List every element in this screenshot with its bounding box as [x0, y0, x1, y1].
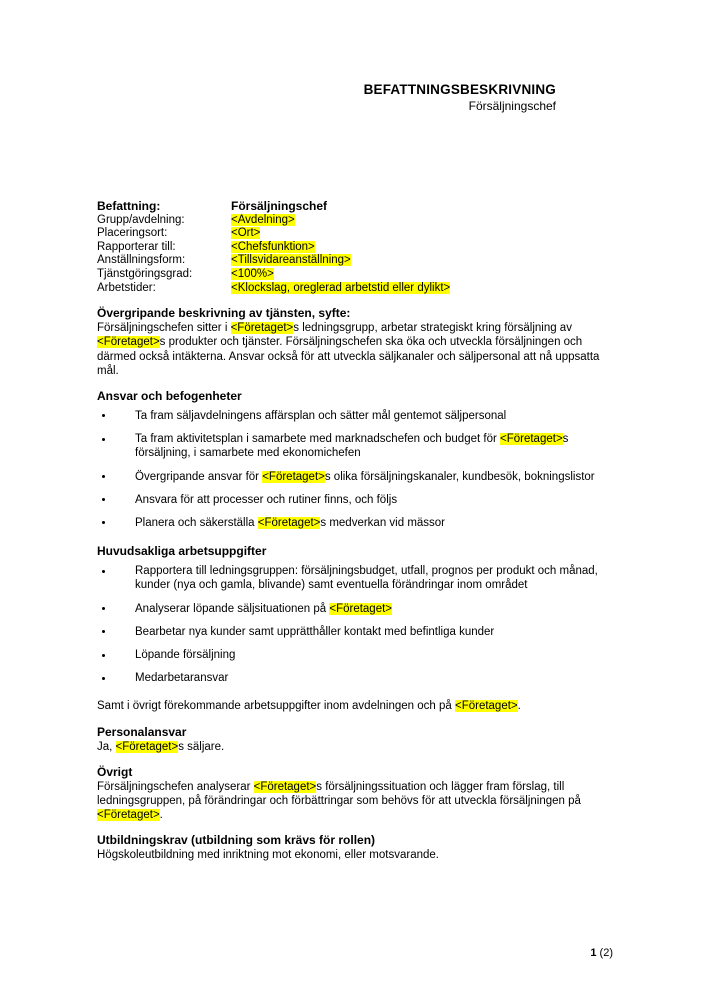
section-heading-overview: Övergripande beskrivning av tjänsten, syfte:	[97, 306, 351, 321]
table-row	[97, 227, 450, 241]
info-value	[231, 227, 450, 241]
text-run: Bearbetar nya kunder samt upprätthåller kontakt med befintliga kunder	[135, 625, 495, 638]
list-item	[97, 602, 613, 616]
table-row	[97, 268, 450, 282]
text-run: Ansvara för att processer och rutiner finns, och följs	[135, 493, 398, 506]
highlighted-placeholder: <Företaget>	[230, 322, 294, 335]
bullet-icon	[102, 607, 105, 610]
info-label: Befattning:	[97, 199, 161, 213]
highlighted-placeholder: <Företaget>	[262, 470, 325, 483]
spacer	[97, 295, 613, 306]
section-heading-personnel: Personalansvar	[97, 724, 187, 739]
page-footer	[97, 947, 613, 960]
bullet-icon	[102, 630, 105, 633]
info-value	[231, 254, 450, 268]
highlighted-value: <Avdelning>	[231, 213, 295, 226]
bullet-icon	[102, 654, 105, 657]
text-run: .	[517, 700, 521, 713]
bullet-icon	[102, 677, 105, 680]
section-heading-education: Utbildningskrav (utbildning som krävs för rollen)	[97, 833, 376, 848]
text-run: Planera och säkerställa	[135, 516, 258, 529]
info-label: Grupp/avdelning:	[97, 213, 185, 226]
text-run: .	[159, 809, 163, 822]
text-run: Ja,	[97, 740, 116, 753]
bullet-icon	[102, 498, 105, 501]
text-run: Övergripande ansvar för	[135, 470, 263, 483]
page-subtitle: Försäljningschef	[468, 99, 556, 113]
position-info-table	[97, 200, 450, 295]
section-paragraph-overview	[97, 321, 613, 378]
section-heading-responsibility: Ansvar och befogenheter	[97, 388, 242, 403]
text-run: Löpande försäljning	[135, 649, 236, 661]
highlighted-placeholder: <Företaget>	[454, 700, 518, 713]
table-row	[97, 214, 450, 228]
spacer	[97, 685, 613, 699]
list-item	[97, 493, 613, 507]
text-run: Försäljningschefen analyserar	[97, 780, 254, 793]
document-header	[97, 82, 556, 114]
spacer	[97, 714, 613, 725]
section-paragraph-education: Högskoleutbildning med inriktning mot ekonomi, eller motsvarande.	[97, 849, 439, 862]
highlighted-value: <Chefsfunktion>	[231, 240, 315, 253]
page-title: BEFATTNINGSBESKRIVNING	[363, 82, 556, 97]
list-item	[97, 671, 613, 685]
text-run: s olika försäljningskanaler, kundbesök, bokningslistor	[324, 470, 595, 483]
highlighted-placeholder: <Företaget>	[97, 809, 160, 822]
section-heading-main-tasks: Huvudsakliga arbetsuppgifter	[97, 544, 267, 559]
text-run: s säljare.	[178, 740, 225, 753]
info-label: Placeringsort:	[97, 227, 168, 240]
info-label: Tjänstgöringsgrad:	[97, 267, 193, 280]
table-row	[97, 200, 450, 214]
info-label: Rapporterar till:	[97, 240, 176, 253]
list-item	[97, 409, 613, 423]
table-row	[97, 241, 450, 255]
list-item	[97, 516, 613, 530]
list-item	[97, 564, 613, 592]
highlighted-value: <Ort>	[231, 227, 261, 240]
highlighted-placeholder: <Företaget>	[97, 336, 160, 349]
highlighted-value: <100%>	[231, 267, 274, 280]
highlighted-placeholder: <Företaget>	[115, 740, 179, 753]
list-item	[97, 625, 613, 639]
text-run: s försäljningssituation och lägger fram förslag, till ledningsgruppen, på förändringar och förbättringar som behövs för att utveckla försäljningen på	[97, 780, 581, 808]
bullet-icon	[102, 475, 105, 478]
spacer	[97, 754, 613, 765]
section-paragraph-personnel	[97, 740, 613, 754]
highlighted-placeholder: <Företaget>	[253, 780, 317, 793]
info-value	[231, 268, 450, 282]
text-run: s medverkan vid mässor	[320, 516, 446, 529]
info-label: Arbetstider:	[97, 281, 156, 294]
text-run: Försäljningschefen sitter i	[97, 322, 231, 335]
list-item	[97, 432, 613, 460]
text-run: Ta fram säljavdelningens affärsplan och sätter mål gentemot säljpersonal	[135, 409, 507, 422]
list-item	[97, 470, 613, 484]
info-value	[231, 241, 450, 255]
highlighted-value: <Tillsvidareanställning>	[231, 254, 351, 267]
text-run: Samt i övrigt förekommande arbetsuppgifter inom avdelningen och på	[97, 700, 455, 713]
info-value: Försäljningschef	[231, 199, 328, 213]
bullet-icon	[102, 570, 105, 573]
spacer	[97, 530, 613, 544]
text-run: Medarbetaransvar	[135, 672, 229, 685]
document-body	[97, 200, 613, 863]
text-run: Analyserar löpande säljsituationen på	[135, 602, 330, 615]
main-tasks-closing-paragraph	[97, 699, 613, 713]
bullet-icon	[102, 438, 105, 441]
highlighted-placeholder: <Företaget>	[500, 433, 563, 446]
info-value	[231, 282, 450, 296]
text-run: s ledningsgrupp, arbetar strategiskt kring försäljning av	[293, 322, 572, 335]
spacer	[97, 378, 613, 389]
list-item	[97, 648, 613, 662]
footer-total-pages: (2)	[599, 947, 613, 959]
bullet-icon	[102, 414, 105, 417]
highlighted-placeholder: <Företaget>	[257, 516, 321, 529]
section-heading-other: Övrigt	[97, 764, 133, 779]
text-run: s försäljning, i samarbete med ekonomichefen	[135, 433, 569, 460]
spacer	[97, 822, 613, 833]
info-value	[231, 214, 450, 228]
footer-current-page: 1	[590, 947, 597, 959]
table-row	[97, 282, 450, 296]
highlighted-placeholder: <Företaget>	[329, 602, 393, 615]
text-run: Rapportera till ledningsgruppen: försäljningsbudget, utfall, prognos per produkt och månad, kunder (nya och gamla, blivande) samt eventuella förändringar inom området	[135, 565, 598, 592]
main-tasks-list	[97, 564, 613, 685]
text-run: Ta fram aktivitetsplan i samarbete med marknadschefen och budget för	[135, 433, 500, 446]
highlighted-value: <Klockslag, oreglerad arbetstid eller dylikt>	[231, 281, 451, 294]
info-label: Anställningsform:	[97, 254, 186, 267]
bullet-icon	[102, 521, 105, 524]
responsibility-list	[97, 409, 613, 530]
text-run: s produkter och tjänster. Försäljningschefen ska öka och utveckla försäljningen och därmed också intäkterna. Ansvar också för att utveckla säljkanaler och säljpersonal att nå uppsatta mål.	[97, 336, 600, 377]
table-row	[97, 254, 450, 268]
section-paragraph-other	[97, 780, 613, 823]
